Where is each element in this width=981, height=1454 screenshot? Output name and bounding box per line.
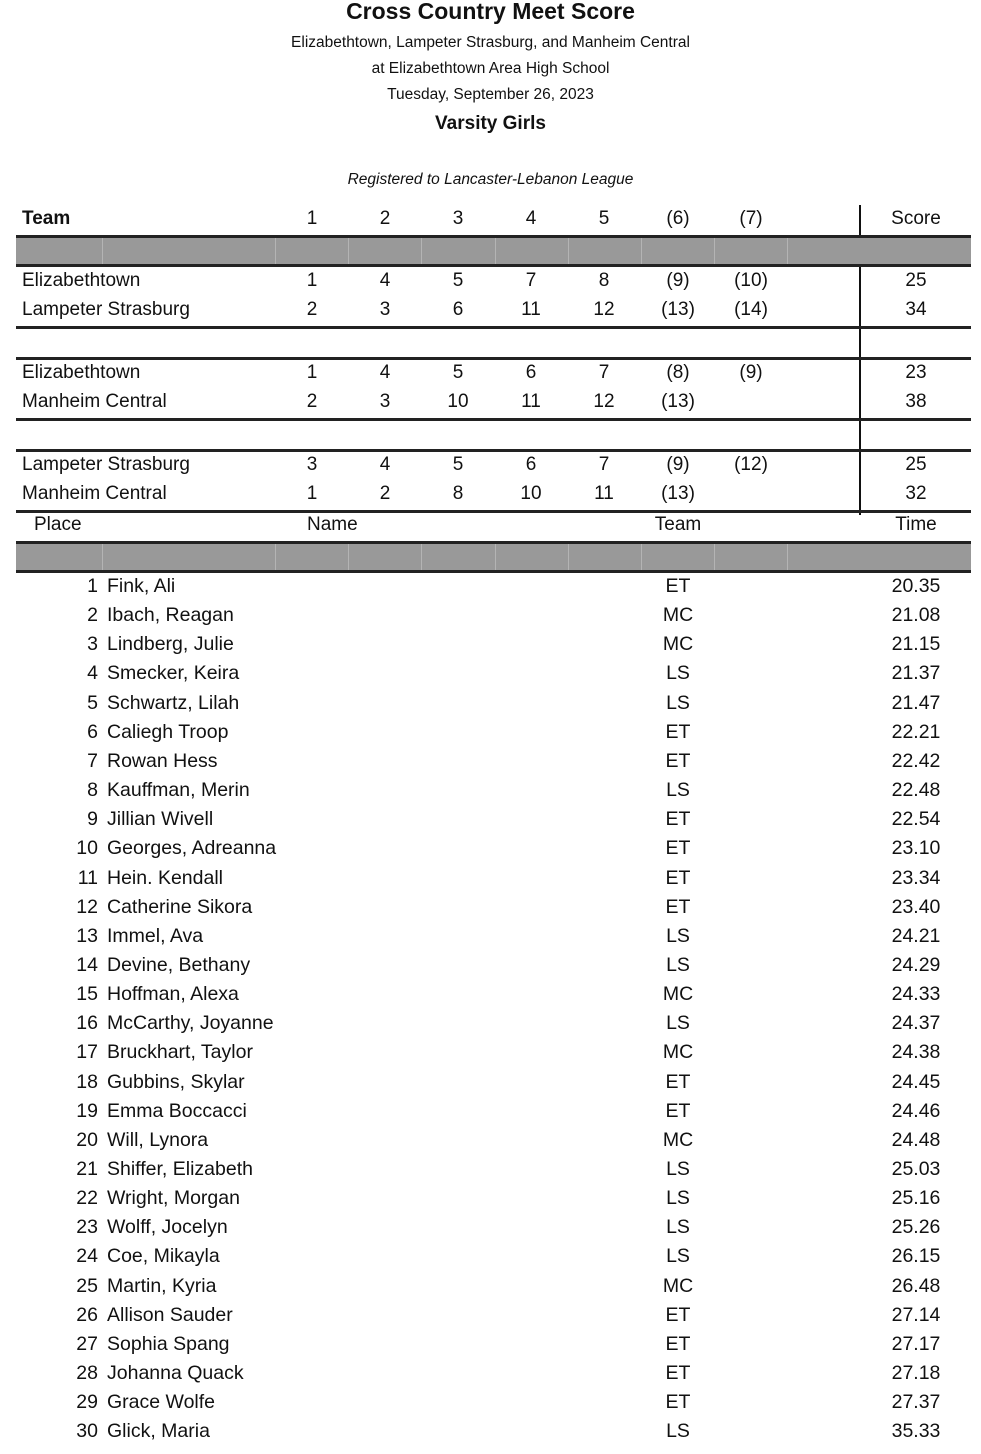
- result-row: [0, 1420, 981, 1449]
- finish-place: 9: [87, 808, 98, 831]
- runner-place: (14): [734, 299, 768, 320]
- runner-team: ET: [665, 1070, 691, 1093]
- team-score: 23: [905, 362, 927, 383]
- result-row: [0, 954, 981, 983]
- team-score: 38: [905, 391, 927, 412]
- column-header-runner-4: 4: [525, 208, 537, 229]
- result-row: [0, 604, 981, 633]
- section-divider: [16, 418, 971, 421]
- team-name: Manheim Central: [22, 391, 167, 412]
- runner-place: 12: [593, 299, 615, 320]
- column-header-runner-1: 1: [306, 208, 318, 229]
- runner-team: MC: [662, 1128, 694, 1151]
- result-row: [0, 1100, 981, 1129]
- runner-place: 3: [379, 299, 391, 320]
- finish-place: 23: [76, 1216, 98, 1239]
- runner-place: 2: [306, 391, 318, 412]
- runner-team: LS: [666, 924, 690, 947]
- runner-name: Wolff, Jocelyn: [107, 1216, 228, 1239]
- section-divider: [16, 326, 971, 329]
- finish-time: 24.46: [891, 1099, 941, 1122]
- runner-team: ET: [665, 895, 691, 918]
- runner-name: Grace Wolfe: [107, 1391, 216, 1414]
- runner-team: LS: [666, 1245, 690, 1268]
- runner-name: Jillian Wivell: [107, 808, 214, 831]
- result-row: [0, 1362, 981, 1391]
- finish-place: 20: [76, 1128, 98, 1151]
- runner-place: 4: [379, 362, 391, 383]
- runner-name: Schwartz, Lilah: [107, 691, 240, 714]
- runner-name: Hein. Kendall: [107, 866, 223, 889]
- finish-time: 26.48: [891, 1274, 941, 1297]
- section-divider: [16, 357, 971, 360]
- runner-name: Allison Sauder: [107, 1303, 233, 1326]
- runner-place: 5: [452, 454, 464, 475]
- runner-place: (13): [661, 483, 695, 504]
- section-divider: [16, 510, 971, 513]
- runner-team: MC: [662, 983, 694, 1006]
- finish-place: 10: [76, 837, 98, 860]
- finish-place: 1: [87, 575, 98, 597]
- result-row: [0, 983, 981, 1012]
- finish-place: 19: [76, 1099, 98, 1122]
- result-row: [0, 867, 981, 896]
- results-header-bar: [16, 541, 971, 573]
- runner-place: 2: [379, 483, 391, 504]
- finish-time: 22.42: [891, 749, 941, 772]
- report-title: Cross Country Meet Score: [346, 0, 635, 24]
- section-divider: [16, 449, 971, 452]
- runner-place: 5: [452, 362, 464, 383]
- finish-place: 30: [76, 1420, 98, 1443]
- runner-name: Hoffman, Alexa: [107, 983, 239, 1006]
- runner-place: 8: [598, 270, 610, 291]
- team-name: Elizabethtown: [22, 270, 141, 291]
- finish-time: 22.48: [891, 779, 941, 802]
- runner-name: Kauffman, Merin: [107, 779, 250, 802]
- finish-time: 23.40: [891, 895, 941, 918]
- result-row: [0, 1245, 981, 1274]
- runner-name: Martin, Kyria: [107, 1274, 217, 1297]
- runner-name: Devine, Bethany: [107, 953, 251, 976]
- finish-place: 5: [87, 691, 98, 714]
- runner-team: ET: [665, 1099, 691, 1122]
- runner-place: 6: [525, 362, 537, 383]
- result-row: [0, 575, 981, 604]
- runner-name: Coe, Mikayla: [107, 1245, 220, 1268]
- runner-name: Emma Boccacci: [107, 1099, 247, 1122]
- runner-place: 1: [306, 362, 318, 383]
- runner-place: (13): [661, 391, 695, 412]
- finish-time: 22.21: [891, 720, 941, 743]
- finish-place: 21: [76, 1158, 98, 1180]
- finish-place: 17: [76, 1041, 98, 1064]
- finish-time: 24.29: [891, 953, 941, 976]
- finish-place: 8: [87, 779, 98, 802]
- finish-time: 23.10: [891, 837, 941, 860]
- column-header-place: Place: [34, 514, 82, 535]
- runner-place: 10: [447, 391, 469, 412]
- result-row: [0, 1216, 981, 1245]
- result-row: [0, 1012, 981, 1041]
- runner-team: LS: [666, 1012, 690, 1035]
- finish-time: 24.38: [891, 1041, 941, 1064]
- runner-name: Catherine Sikora: [107, 895, 253, 918]
- finish-place: 18: [76, 1070, 98, 1093]
- finish-time: 21.47: [891, 691, 941, 714]
- finish-time: 25.03: [891, 1158, 941, 1180]
- finish-time: 21.37: [891, 662, 941, 685]
- result-row: [0, 837, 981, 866]
- finish-time: 25.16: [891, 1187, 941, 1210]
- runner-team: LS: [666, 1158, 690, 1180]
- runner-place: 11: [521, 299, 541, 320]
- runner-team: LS: [666, 779, 690, 802]
- runner-place: (8): [666, 362, 690, 383]
- finish-time: 26.15: [891, 1245, 941, 1268]
- finish-time: 24.21: [891, 924, 941, 947]
- score-header-bar: [16, 235, 971, 267]
- finish-place: 24: [76, 1245, 98, 1268]
- runner-name: Smecker, Keira: [107, 662, 240, 685]
- runner-place: (9): [666, 454, 690, 475]
- result-row: [0, 896, 981, 925]
- runner-place: 10: [520, 483, 542, 504]
- finish-place: 7: [87, 749, 98, 772]
- runner-place: 5: [452, 270, 464, 291]
- runner-name: Gubbins, Skylar: [107, 1070, 245, 1093]
- runner-team: ET: [665, 1303, 691, 1326]
- finish-time: 27.18: [891, 1362, 941, 1385]
- finish-time: 25.26: [891, 1216, 941, 1239]
- runner-name: Johanna Quack: [107, 1362, 244, 1385]
- result-row: [0, 925, 981, 954]
- result-row: [0, 1158, 981, 1187]
- runner-name: Wright, Morgan: [107, 1187, 240, 1210]
- runner-name: Caliegh Troop: [107, 720, 229, 743]
- finish-place: 2: [87, 604, 98, 627]
- finish-place: 26: [76, 1303, 98, 1326]
- result-row: [0, 750, 981, 779]
- finish-place: 12: [76, 895, 98, 918]
- runner-name: Immel, Ava: [107, 924, 204, 947]
- runner-name: Will, Lynora: [107, 1128, 209, 1151]
- runner-place: (9): [666, 270, 690, 291]
- runner-name: Ibach, Reagan: [107, 604, 234, 627]
- finish-time: 21.08: [891, 604, 941, 627]
- runner-place: 3: [306, 454, 318, 475]
- runner-place: 7: [525, 270, 537, 291]
- runner-name: Georges, Adreanna: [107, 837, 277, 860]
- runner-place: 6: [452, 299, 464, 320]
- runner-place: 1: [306, 270, 318, 291]
- runner-place: (9): [739, 362, 763, 383]
- column-header-team: Team: [22, 208, 71, 229]
- column-header-runner-2: 2: [379, 208, 391, 229]
- runner-team: ET: [665, 866, 691, 889]
- runner-team: ET: [665, 749, 691, 772]
- column-header-runner-7: (7): [739, 208, 763, 229]
- runner-team: MC: [662, 604, 694, 627]
- column-header-time: Time: [895, 514, 937, 535]
- league-note: Registered to Lancaster-Lebanon League: [347, 171, 634, 188]
- meet-date: Tuesday, September 26, 2023: [387, 86, 594, 103]
- finish-place: 22: [76, 1187, 98, 1210]
- finish-time: 24.37: [891, 1012, 941, 1035]
- finish-place: 14: [76, 953, 98, 976]
- team-name: Elizabethtown: [22, 362, 141, 383]
- runner-place: 4: [379, 454, 391, 475]
- result-row: [0, 1333, 981, 1362]
- result-row: [0, 1391, 981, 1420]
- result-row: [0, 662, 981, 691]
- finish-place: 16: [76, 1012, 98, 1035]
- runner-team: MC: [662, 1274, 694, 1297]
- runner-name: McCarthy, Joyanne: [107, 1012, 274, 1035]
- runner-place: 11: [521, 391, 541, 412]
- runner-name: Lindberg, Julie: [107, 633, 234, 656]
- result-row: [0, 1129, 981, 1158]
- team-score: 34: [905, 299, 927, 320]
- runner-team: LS: [666, 1187, 690, 1210]
- runner-team: LS: [666, 953, 690, 976]
- runner-place: 11: [594, 483, 614, 504]
- runner-team: ET: [665, 1332, 691, 1355]
- team-name: Manheim Central: [22, 483, 167, 504]
- result-row: [0, 779, 981, 808]
- finish-time: 24.33: [891, 983, 941, 1006]
- runner-team: LS: [666, 662, 690, 685]
- column-header-runner-3: 3: [452, 208, 464, 229]
- finish-place: 28: [76, 1362, 98, 1385]
- runner-team: ET: [665, 1391, 691, 1414]
- finish-place: 25: [76, 1274, 98, 1297]
- runner-name: Shiffer, Elizabeth: [107, 1158, 253, 1180]
- finish-time: 35.33: [891, 1420, 941, 1443]
- finish-time: 23.34: [891, 866, 941, 889]
- team-score: 25: [905, 270, 927, 291]
- runner-name: Rowan Hess: [107, 749, 218, 772]
- result-row: [0, 721, 981, 750]
- column-header-name: Name: [307, 514, 358, 535]
- runner-place: 1: [306, 483, 318, 504]
- column-header-runner-6: (6): [666, 208, 690, 229]
- finish-time: 27.37: [891, 1391, 941, 1414]
- runner-team: LS: [666, 1216, 690, 1239]
- finish-time: 22.54: [891, 808, 941, 831]
- finish-place: 29: [76, 1391, 98, 1414]
- result-row: [0, 1041, 981, 1070]
- division-title: Varsity Girls: [435, 113, 546, 134]
- runner-team: ET: [665, 720, 691, 743]
- finish-place: 13: [76, 924, 98, 947]
- result-row: [0, 1071, 981, 1100]
- finish-place: 15: [76, 983, 98, 1006]
- runner-place: (10): [734, 270, 768, 291]
- team-score: 25: [905, 454, 927, 475]
- team-score: 32: [905, 483, 927, 504]
- finish-time: 27.17: [891, 1332, 941, 1355]
- runner-team: LS: [666, 1420, 690, 1443]
- runner-place: 8: [452, 483, 464, 504]
- runner-name: Fink, Ali: [107, 575, 176, 597]
- result-row: [0, 1187, 981, 1216]
- column-header-runner-5: 5: [598, 208, 610, 229]
- finish-place: 4: [87, 662, 98, 685]
- result-row: [0, 1275, 981, 1304]
- runner-team: MC: [662, 633, 694, 656]
- result-row: [0, 808, 981, 837]
- meet-venue: at Elizabethtown Area High School: [371, 60, 610, 77]
- result-row: [0, 692, 981, 721]
- runner-place: 12: [593, 391, 615, 412]
- finish-time: 24.45: [891, 1070, 941, 1093]
- result-row: [0, 1304, 981, 1333]
- runner-team: ET: [665, 808, 691, 831]
- runner-team: MC: [662, 1041, 694, 1064]
- finish-time: 27.14: [891, 1303, 941, 1326]
- team-name: Lampeter Strasburg: [22, 454, 190, 475]
- finish-time: 24.48: [891, 1128, 941, 1151]
- finish-time: 20.35: [891, 575, 941, 597]
- runner-team: ET: [665, 837, 691, 860]
- runner-name: Glick, Maria: [107, 1420, 210, 1443]
- runner-team: LS: [666, 691, 690, 714]
- finish-time: 21.15: [891, 633, 941, 656]
- finish-place: 11: [77, 866, 98, 889]
- runner-team: ET: [665, 575, 691, 597]
- result-row: [0, 633, 981, 662]
- runner-place: 2: [306, 299, 318, 320]
- runner-team: ET: [665, 1362, 691, 1385]
- runner-name: Bruckhart, Taylor: [107, 1041, 253, 1064]
- finish-place: 27: [76, 1332, 98, 1355]
- runner-name: Sophia Spang: [107, 1332, 230, 1355]
- runner-place: (13): [661, 299, 695, 320]
- runner-place: 3: [379, 391, 391, 412]
- runner-place: 6: [525, 454, 537, 475]
- participating-teams: Elizabethtown, Lampeter Strasburg, and Manheim Central: [291, 34, 690, 51]
- team-name: Lampeter Strasburg: [22, 299, 190, 320]
- runner-place: 7: [598, 454, 610, 475]
- runner-place: 7: [598, 362, 610, 383]
- finish-place: 6: [87, 720, 98, 743]
- finish-place: 3: [87, 633, 98, 656]
- column-header-score: Score: [891, 208, 941, 229]
- runner-place: (12): [734, 454, 768, 475]
- column-header-team-code: Team: [654, 514, 702, 535]
- runner-place: 4: [379, 270, 391, 291]
